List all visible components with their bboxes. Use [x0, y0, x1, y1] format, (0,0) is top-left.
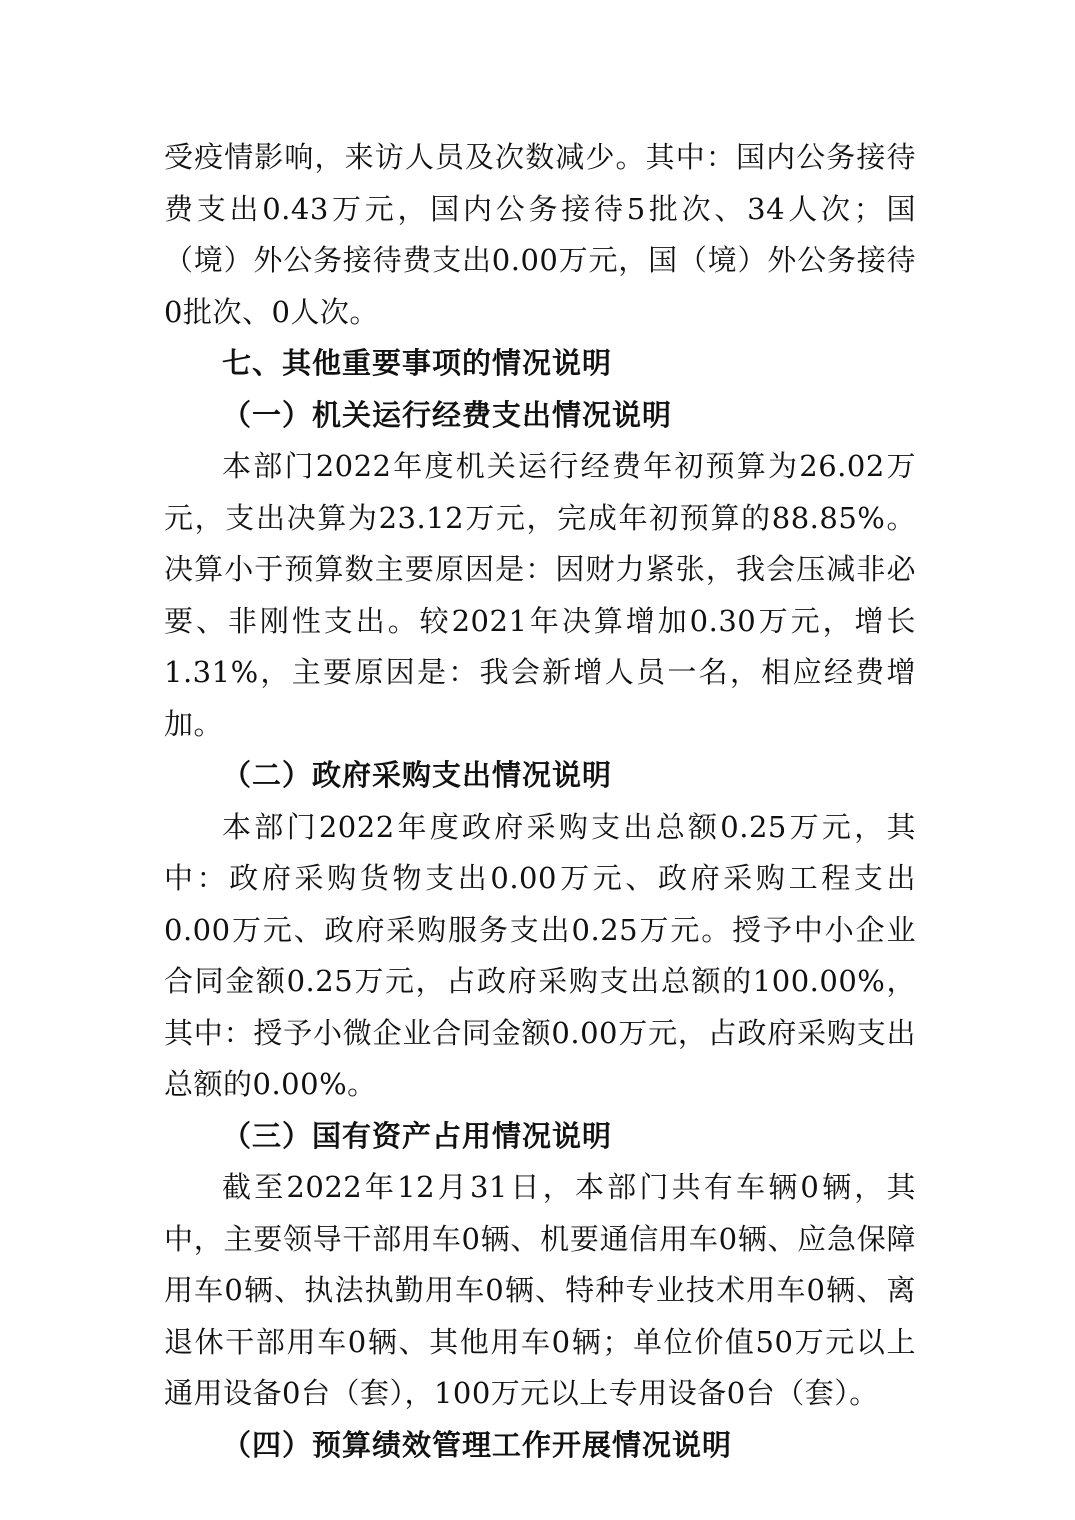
subsection-1-heading: （一）机关运行经费支出情况说明	[222, 397, 673, 432]
continuation-paragraph: 受疫情影响，来访人员及次数减少。其中：国内公务接待费支出0.43万元，国内公务接待5批次、34人次；国（境）外公务接待费支出0.00万元，国（境）外公务接待0批次、0人次。	[164, 140, 916, 329]
subsection-4-heading: （四）预算绩效管理工作开展情况说明	[222, 1427, 733, 1462]
subsection-3-paragraph: 截至2022年12月31日，本部门共有车辆0辆，其中，主要领导干部用车0辆、机要通信用车0辆、应急保障用车0辆、执法执勤用车0辆、特种专业技术用车0辆、离退休干部用车0辆、其他用车0辆；单位价值50万元以上通用设备0台（套），100万元以上专用设备0台（套）。	[164, 1170, 916, 1410]
document-body	[164, 132, 916, 1471]
section-7-heading: 七、其他重要事项的情况说明	[222, 346, 613, 380]
subsection-2-heading: （二）政府采购支出情况说明	[222, 758, 613, 792]
subsection-2-paragraph: 本部门2022年度政府采购支出总额0.25万元，其中：政府采购货物支出0.00万元、政府采购工程支出0.00万元、政府采购服务支出0.25万元。授予中小企业合同金额0.25万元，占政府采购支出总额的100.00%，其中：授予小微企业合同金额0.00万元，占政府采购支出总额的0.00%。	[164, 809, 916, 1101]
subsection-3-heading: （三）国有资产占用情况说明	[222, 1118, 613, 1153]
subsection-1-paragraph: 本部门2022年度机关运行经费年初预算为26.02万元，支出决算为23.12万元，完成年初预算的88.85%。决算小于预算数主要原因是：因财力紧张，我会压减非必要、非刚性支出。较2021年决算增加0.30万元，增长1.31%，主要原因是：我会新增人员一名，相应经费增加。	[164, 449, 916, 741]
